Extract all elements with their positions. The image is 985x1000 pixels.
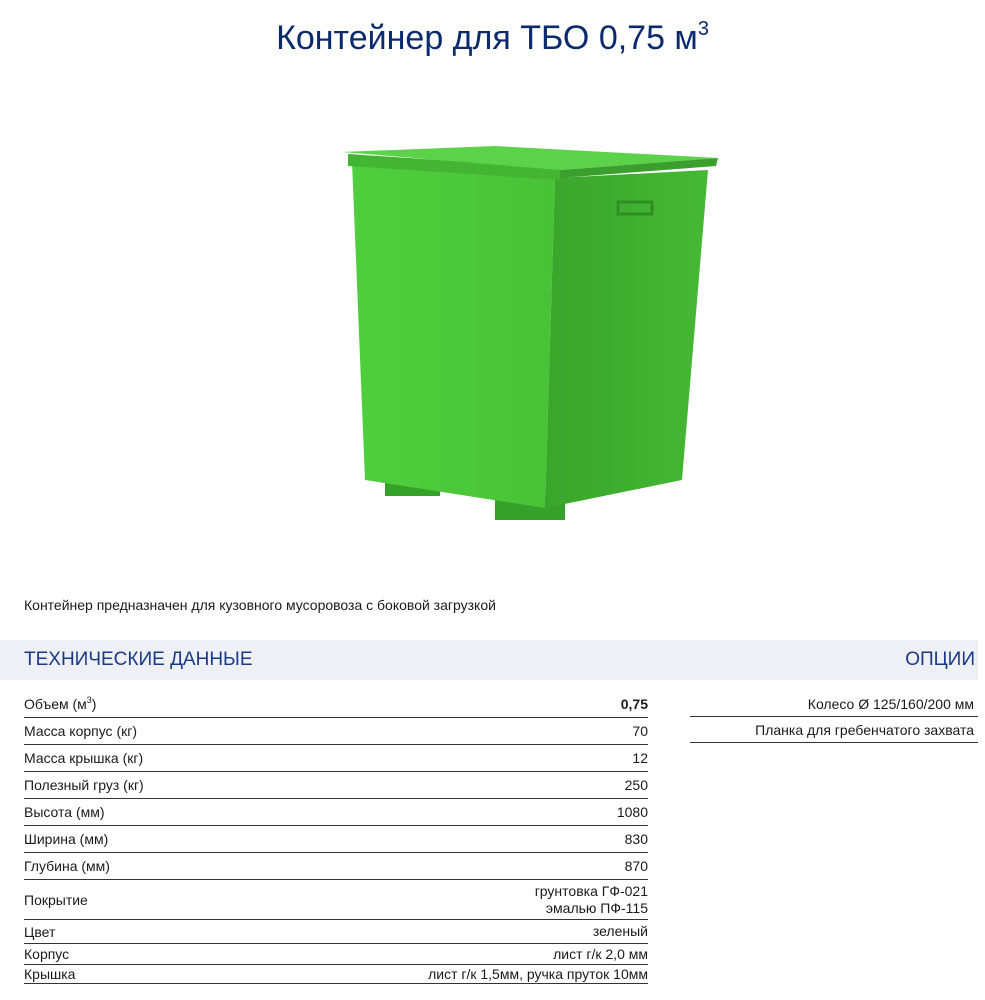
spec-label: Высота (мм) bbox=[24, 804, 105, 820]
container-front bbox=[352, 162, 555, 508]
spec-value: 870 bbox=[624, 857, 648, 874]
spec-row bbox=[24, 772, 648, 799]
spec-value: зеленый bbox=[592, 923, 648, 939]
specs-table bbox=[24, 691, 648, 984]
spec-label: Цвет bbox=[24, 923, 56, 940]
spec-value: лист г/к 1,5мм, ручка пруток 10мм bbox=[428, 965, 648, 982]
spec-row bbox=[24, 745, 648, 772]
options-heading: ОПЦИИ bbox=[905, 649, 975, 670]
spec-value: 0,75 bbox=[620, 695, 648, 712]
spec-label: Объем $(м^3)$ bbox=[24, 695, 97, 712]
tech-data-heading: ТЕХНИЧЕСКИЕ ДАННЫЕ bbox=[24, 649, 253, 670]
spec-label: Крышка bbox=[24, 966, 76, 982]
spec-value: лист г/к 2,0 мм bbox=[553, 945, 648, 962]
spec-label: Покрытие bbox=[24, 891, 88, 908]
spec-label: Корпус bbox=[24, 946, 70, 962]
spec-row bbox=[24, 853, 648, 880]
title-superscript: 3 bbox=[697, 18, 709, 40]
page-title-text: Контейнер для ТБО 0,75 м bbox=[276, 19, 698, 57]
spec-value: 830 bbox=[624, 830, 648, 847]
options-list bbox=[690, 691, 978, 743]
spec-row bbox=[24, 718, 648, 745]
product-description: Контейнер предназначен для кузовного мусоровоза с боковой загрузкой bbox=[24, 597, 496, 613]
spec-row bbox=[24, 944, 648, 965]
container-side bbox=[545, 170, 708, 508]
option-item: Планка для гребенчатого захвата bbox=[690, 717, 978, 743]
spec-label: Масса корпус (кг) bbox=[24, 723, 138, 739]
option-item: Колесо Ø 125/160/200 мм bbox=[690, 691, 978, 717]
spec-label: Глубина (мм) bbox=[24, 858, 110, 874]
spec-row bbox=[24, 880, 648, 920]
spec-label: Полезный груз (кг) bbox=[24, 777, 144, 793]
spec-row bbox=[24, 826, 648, 853]
spec-label-superscript: 3 bbox=[86, 695, 92, 705]
spec-row bbox=[24, 920, 648, 944]
spec-value: 250 bbox=[624, 776, 648, 793]
spec-value: 12 bbox=[632, 749, 648, 766]
page-title bbox=[0, 14, 985, 62]
spec-value: грунтовка ГФ-021 эмалью ПФ-115 bbox=[534, 882, 648, 916]
spec-value: 1080 bbox=[616, 803, 648, 820]
spec-value: 70 bbox=[632, 722, 648, 739]
green-waste-container-picture bbox=[330, 140, 730, 530]
spec-label: Масса крышка (кг) bbox=[24, 750, 144, 766]
spec-row bbox=[24, 691, 648, 718]
spec-row bbox=[24, 799, 648, 826]
spec-label: Ширина (мм) bbox=[24, 831, 109, 847]
spec-row bbox=[24, 965, 648, 984]
